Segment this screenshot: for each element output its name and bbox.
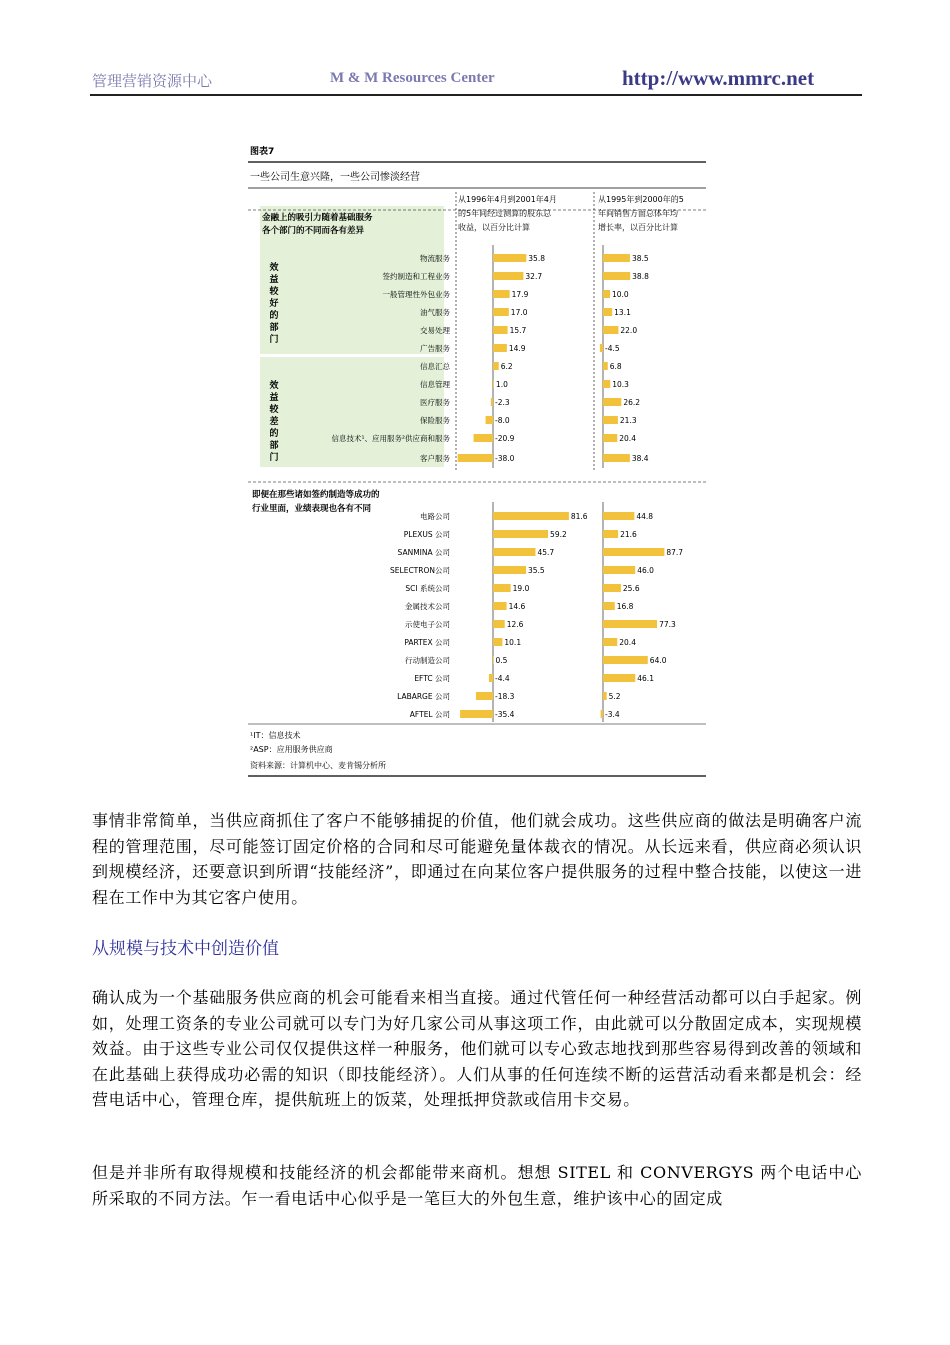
value-label-series2: 20.4	[619, 638, 636, 647]
col2-header-line1: 从1995年到2000年的5	[598, 195, 684, 204]
paragraph-1: 事情非常简单，当供应商抓住了客户不能够捕捉的价值，他们就会成功。这些供应商的做法是明确客户流程的管理范围，尽可能签订固定价格的合同和尽可能避免量体裁衣的情况。从长远来看，供应商必须认识到规模经济，还要意识到所谓“技能经济”，即通过在向某位客户提供服务的过程中整合技能，以使这一进程在工作中为其它客户使用。	[92, 811, 862, 907]
value-label-series2: 46.1	[637, 674, 654, 683]
svg-text:的: 的	[269, 429, 279, 439]
row-label: SANMINA 公司	[397, 548, 450, 557]
figure-label: 图表7	[250, 147, 275, 157]
row-label: PLEXUS 公司	[403, 530, 450, 539]
value-label-series1: -2.3	[495, 398, 510, 407]
row-label: AFTEL 公司	[409, 710, 450, 719]
bar-series2	[603, 638, 617, 646]
bar-series2	[603, 416, 618, 424]
svg-text:差: 差	[269, 417, 279, 427]
value-label-series2: 5.2	[608, 692, 621, 701]
bar-series1	[493, 566, 526, 574]
bar-series2	[603, 272, 630, 280]
value-label-series1: 45.7	[537, 548, 555, 557]
value-label-series2: 21.6	[620, 530, 637, 539]
value-label-series1: 14.6	[508, 602, 526, 611]
row-label: 示使电子公司	[405, 620, 450, 629]
value-label-series1: 12.6	[506, 620, 524, 629]
bar-series1	[458, 454, 493, 462]
row-label: PARTEX 公司	[404, 638, 450, 647]
value-label-series1: 14.9	[508, 344, 526, 353]
bar-series2	[603, 362, 608, 370]
row-label: 信息技术¹、应用服务²供应商和服务	[331, 434, 450, 443]
value-label-series1: -38.0	[495, 454, 515, 463]
bar-series2	[603, 692, 607, 700]
row-label: 客户服务	[420, 454, 450, 463]
value-label-series1: 17.0	[510, 308, 528, 317]
value-label-series1: 35.8	[528, 254, 545, 263]
row-label: SELECTRON公司	[390, 566, 450, 575]
value-label-series1: 59.2	[550, 530, 567, 539]
value-label-series1: -18.3	[495, 692, 515, 701]
bar-series2	[603, 602, 615, 610]
value-label-series2: 38.8	[632, 272, 649, 281]
bar-series1	[493, 620, 505, 628]
bar-series1	[493, 656, 494, 664]
value-label-series2: 10.3	[612, 380, 629, 389]
bar-series2	[603, 674, 635, 682]
svg-text:部: 部	[269, 323, 279, 333]
bar-series1	[486, 416, 493, 424]
footnote-1: ¹IT：信息技术	[250, 731, 301, 740]
svg-text:部: 部	[269, 441, 279, 451]
row-label: 签约制造和工程业务	[382, 272, 450, 281]
value-label-series1: 19.0	[512, 584, 530, 593]
bar-series2	[603, 548, 664, 556]
col2-header-line2: 年间销售方面总体年均	[598, 209, 678, 218]
value-label-series2: 20.4	[619, 434, 636, 443]
bar-series1	[493, 638, 502, 646]
svg-text:效: 效	[269, 381, 279, 391]
row-label: SCI 系统公司	[405, 584, 450, 593]
value-label-series2: 22.0	[620, 326, 638, 335]
bar-series1	[493, 530, 548, 538]
value-label-series2: 38.5	[631, 254, 649, 263]
value-label-series1: -4.4	[495, 674, 510, 683]
bar-series2	[603, 254, 630, 262]
value-label-series2: 44.8	[636, 512, 654, 521]
value-label-series2: -4.5	[605, 344, 620, 353]
bar-series1	[489, 674, 493, 682]
group-bad-background	[260, 357, 444, 467]
value-label-series1: 15.7	[509, 326, 527, 335]
paragraph-2: 确认成为一个基础服务供应商的机会可能看来相当直接。通过代管任何一种经营活动都可以白手起家。例如，处理工资条的专业公司就可以专门为好几家公司从事这项工作，由此就可以分散固定成本，实现规模效益。由于这些专业公司仅仅提供这样一种服务，他们就可以专心致志地找到那些容易得到改善的领域和在此基础上获得成功必需的知识（即技能经济）。人们从事的任何连续不断的运营活动看来都是机会：经营电话中心，管理仓库，提供航班上的饭菜，处理抵押贷款或信用卡交易。	[92, 988, 862, 1109]
row-label: 行动制造公司	[405, 656, 450, 665]
bar-series1	[493, 272, 523, 280]
svg-text:门: 门	[269, 453, 279, 463]
value-label-series2: 16.8	[616, 602, 634, 611]
sec1-title-line2: 各个部门的不同而各有差异	[262, 226, 365, 236]
bar-series2	[603, 530, 618, 538]
value-label-series2: 21.3	[619, 416, 637, 425]
row-label: EFTC 公司	[414, 674, 450, 683]
svg-text:较: 较	[269, 287, 279, 297]
value-label-series2: -3.4	[605, 710, 620, 719]
paragraph-3: 但是并非所有取得规模和技能经济的机会都能带来商机。想想 SITEL 和 CONVERGYS 两个电话中心所采取的不同方法。乍一看电话中心似乎是一笔巨大的外包生意，维护该中心的固定成	[92, 1163, 862, 1208]
figure-title: 一些公司生意兴隆，一些公司惨淡经营	[250, 172, 420, 183]
bar-series2	[600, 344, 603, 352]
header-divider	[90, 94, 862, 96]
bar-series1	[476, 692, 493, 700]
row-label: 信息汇总	[420, 362, 450, 371]
bar-series1	[493, 362, 499, 370]
value-label-series1: -20.9	[495, 434, 515, 443]
bar-series2	[603, 566, 635, 574]
bar-series1	[493, 290, 510, 298]
value-label-series2: 46.0	[637, 566, 654, 575]
row-label: 一般管理性外包业务	[382, 290, 450, 299]
svg-text:益: 益	[269, 275, 279, 285]
row-label: 交易处理	[420, 326, 450, 335]
row-label: 信息管理	[420, 380, 450, 389]
svg-text:的: 的	[269, 311, 279, 321]
row-label: 电路公司	[420, 512, 450, 521]
value-label-series2: 10.0	[612, 290, 629, 299]
svg-text:益: 益	[269, 393, 279, 403]
bar-series1	[493, 344, 507, 352]
value-label-series1: -35.4	[495, 710, 515, 719]
row-label: LABARGE 公司	[397, 692, 450, 701]
col1-header-line3: 收益，以百分比计算	[458, 223, 530, 232]
bar-series1	[493, 602, 507, 610]
bar-series2	[603, 454, 630, 462]
header-url-link[interactable]: http://www.mmrc.net	[622, 66, 815, 90]
bar-series2	[603, 620, 657, 628]
bar-series2	[603, 308, 612, 316]
bar-series1	[493, 584, 511, 592]
bar-series1	[460, 710, 493, 718]
header-site-name-en: M & M Resources Center	[330, 70, 495, 86]
bar-series1	[493, 326, 508, 334]
value-label-series2: 6.8	[609, 362, 622, 371]
value-label-series1: 35.5	[528, 566, 545, 575]
footnote-source: 资料来源：计算机中心、麦肯锡分析所	[250, 761, 386, 770]
row-label: 物流服务	[420, 254, 450, 263]
row-label: 保险服务	[420, 416, 450, 425]
value-label-series1: -8.0	[495, 416, 510, 425]
value-label-series2: 87.7	[666, 548, 684, 557]
bar-series1	[491, 398, 493, 406]
value-label-series1: 32.7	[525, 272, 543, 281]
col1-header-line2: 的5年间经过测算的股东总	[458, 209, 552, 218]
sec1-title-line1: 金融上的吸引力随着基础服务	[262, 213, 373, 223]
header-site-name-cn: 管理营销资源中心	[92, 72, 213, 90]
bar-series2	[603, 434, 617, 442]
value-label-series2: 13.1	[614, 308, 631, 317]
svg-text:门: 门	[269, 335, 279, 345]
section-heading: 从规模与技术中创造价值	[92, 939, 279, 959]
value-label-series1: 10.1	[504, 638, 522, 647]
bar-series1	[493, 380, 494, 388]
svg-text:较: 较	[269, 405, 279, 415]
value-label-series1: 1.0	[495, 380, 508, 389]
bar-series1	[493, 254, 526, 262]
bar-series1	[493, 512, 569, 520]
svg-text:效: 效	[269, 263, 279, 273]
bar-series2	[603, 512, 634, 520]
value-label-series2: 64.0	[649, 656, 667, 665]
bar-series2	[603, 290, 610, 298]
value-label-series2: 26.2	[623, 398, 641, 407]
bar-series2	[603, 584, 621, 592]
bar-series1	[474, 434, 493, 442]
sec2-title-line2: 行业里面，业绩表现也各有不同	[252, 504, 372, 514]
col2-header-line3: 增长率，以百分比计算	[598, 223, 678, 232]
value-label-series1: 0.5	[495, 656, 508, 665]
chart-figure	[248, 140, 706, 780]
svg-text:好: 好	[269, 299, 279, 309]
value-label-series1: 6.2	[500, 362, 513, 371]
bar-series2	[603, 398, 621, 406]
footnote-2: ²ASP：应用服务供应商	[250, 745, 333, 754]
bar-series2	[601, 710, 603, 718]
col1-header-line1: 从1996年4月到2001年4月	[458, 195, 557, 204]
row-label: 金属技术公司	[405, 602, 450, 611]
value-label-series1: 17.9	[511, 290, 529, 299]
bar-series2	[603, 380, 610, 388]
bar-series2	[603, 326, 618, 334]
value-label-series2: 38.4	[631, 454, 649, 463]
row-label: 油气服务	[420, 308, 450, 317]
value-label-series2: 77.3	[659, 620, 676, 629]
bar-series1	[493, 548, 536, 556]
bar-series1	[493, 308, 509, 316]
bar-series2	[603, 656, 648, 664]
value-label-series1: 81.6	[570, 512, 588, 521]
value-label-series2: 25.6	[622, 584, 640, 593]
sec2-title-line1: 即便在那些诸如签约制造等成功的	[252, 490, 380, 500]
row-label: 医疗服务	[420, 398, 450, 407]
row-label: 广告服务	[420, 344, 450, 353]
